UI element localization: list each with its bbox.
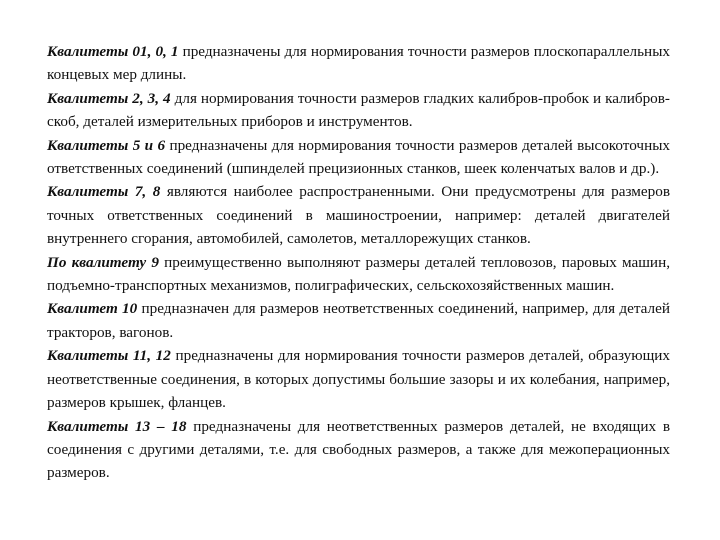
paragraph-qualities-7-8	[47, 180, 670, 250]
paragraph-lead: Квалитеты 7, 8	[47, 183, 161, 201]
paragraph-text: предназначен для размеров неответственных соединений, например, для деталей тракторов, вагонов.	[47, 300, 670, 341]
paragraph-quality-10	[47, 297, 670, 344]
paragraph-qualities-13-18	[47, 415, 670, 485]
paragraph-qualities-5-6	[47, 134, 670, 181]
paragraph-text: предназначены для неответственных размеров деталей, не входящих в соединения с другими деталями, т.е. для свободных размеров, а также для межоперационных размеров.	[47, 417, 670, 482]
paragraph-lead: Квалитеты 11, 12	[47, 347, 171, 365]
paragraph-lead: Квалитеты 5 и 6	[47, 136, 166, 154]
paragraph-qualities-11-12	[47, 344, 670, 414]
paragraph-text: предназначены для нормирования точности размеров плоскопараллельных концевых мер длины.	[47, 43, 670, 84]
paragraph-quality-9	[47, 251, 670, 298]
paragraph-text: предназначены для нормирования точности размеров деталей, образующих неответственные соединения, в которых допустимы большие зазоры и их колебания, например, размеров крышек, фланцев.	[47, 347, 670, 412]
paragraph-text: являются наиболее распространенными. Они предусмотрены для размеров точных ответственных соединений в машиностроении, например: деталей двигателей внутреннего сгорания, автомобилей, самолетов, металлорежущих станков.	[47, 183, 670, 248]
paragraph-qualities-01-0-1	[47, 40, 670, 87]
document-body	[47, 40, 670, 485]
paragraph-lead: По квалитету 9	[47, 253, 159, 271]
paragraph-text: для нормирования точности размеров гладких калибров-пробок и калибров-скоб, деталей измерительных приборов и инструментов.	[47, 89, 670, 131]
paragraph-lead: Квалитеты 13 – 18	[47, 417, 187, 435]
paragraph-lead: Квалитеты 2, 3, 4	[47, 89, 171, 107]
paragraph-qualities-2-3-4	[47, 87, 670, 134]
paragraph-lead: Квалитет 10	[47, 300, 138, 318]
paragraph-lead: Квалитеты 01, 0, 1	[47, 43, 179, 60]
paragraph-text: предназначены для нормирования точности размеров деталей высокоточных ответственных соединений (шпинделей прецизионных станков, шеек коленчатых валов и др.).	[47, 136, 670, 178]
paragraph-text: преимущественно выполняют размеры деталей тепловозов, паровых машин, подъемно-транспортных механизмов, полиграфических, сельскохозяйственных машин.	[47, 253, 670, 295]
